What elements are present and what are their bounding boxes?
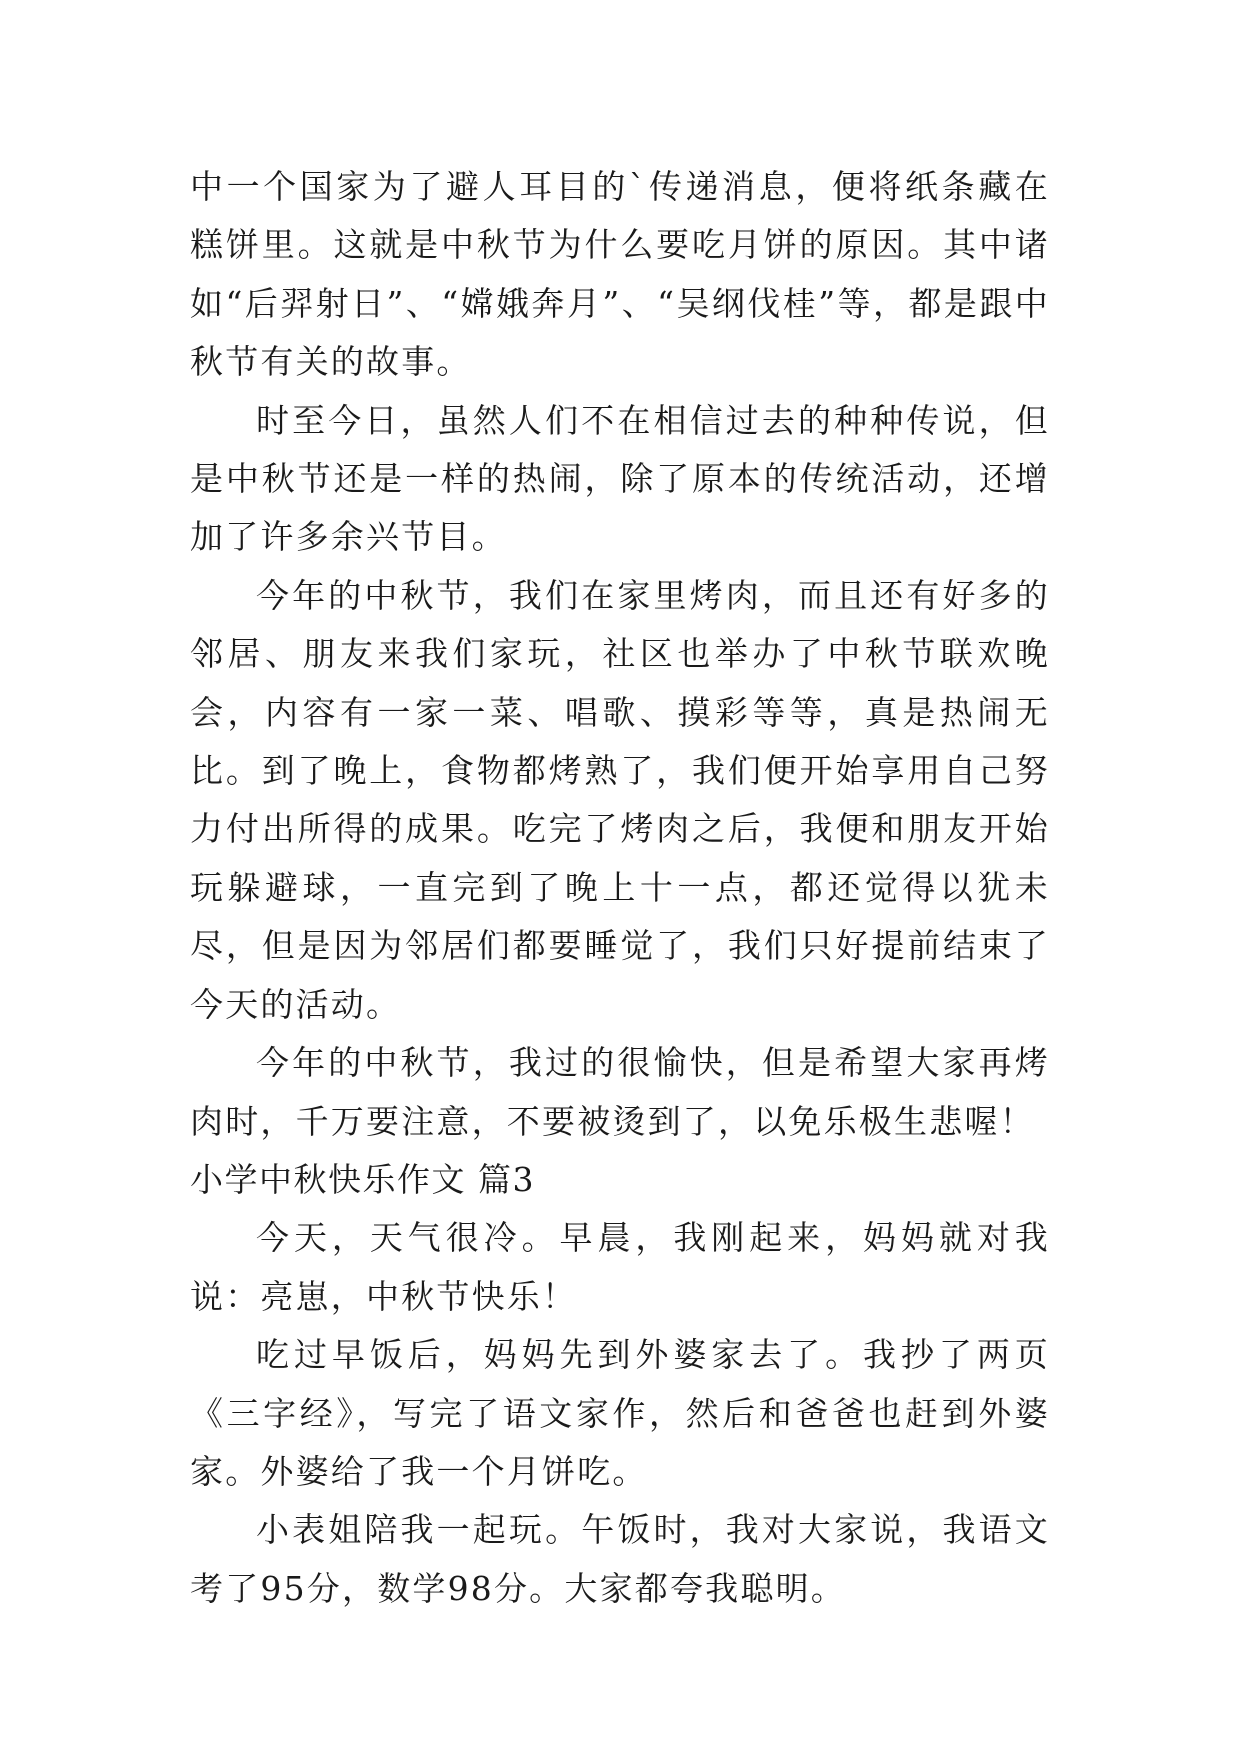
paragraph: 今年的中秋节，我过的很愉快，但是希望大家再烤肉时，千万要注意，不要被烫到了，以免乐极生悲喔！ bbox=[190, 1043, 1050, 1141]
section-heading: 小学中秋快乐作文 篇3 bbox=[190, 1159, 535, 1199]
paragraph: 小表姐陪我一起玩。午饭时，我对大家说，我语文考了95分，数学98分。大家都夸我聪明。 bbox=[190, 1510, 1050, 1608]
paragraph: 时至今日，虽然人们不在相信过去的种种传说，但是中秋节还是一样的热闹，除了原本的传统活动，还增加了许多余兴节目。 bbox=[190, 400, 1050, 557]
paragraph: 今天，天气很冷。早晨，我刚起来，妈妈就对我说：亮崽，中秋节快乐！ bbox=[190, 1218, 1050, 1316]
paragraph: 今年的中秋节，我们在家里烤肉，而且还有好多的邻居、朋友来我们家玩，社区也举办了中秋节联欢晚会，内容有一家一菜、唱歌、摸彩等等，真是热闹无比。到了晚上，食物都烤熟了，我们便开始享用自己努力付出所得的成果。吃完了烤肉之后，我便和朋友开始玩躲避球，一直完到了晚上十一点，都还觉得以犹未尽，但是因为邻居们都要睡觉了，我们只好提前结束了今天的活动。 bbox=[190, 575, 1050, 1024]
document-body bbox=[190, 158, 1050, 1618]
paragraph-continuation: 中一个国家为了避人耳目的`传递消息，便将纸条藏在糕饼里。这就是中秋节为什么要吃月饼的原因。其中诸如“后羿射日”、“嫦娥奔月”、“吴纲伐桂”等，都是跟中秋节有关的故事。 bbox=[190, 167, 1050, 382]
paragraph: 吃过早饭后，妈妈先到外婆家去了。我抄了两页《三字经》，写完了语文家作，然后和爸爸也赶到外婆家。外婆给了我一个月饼吃。 bbox=[190, 1335, 1050, 1491]
